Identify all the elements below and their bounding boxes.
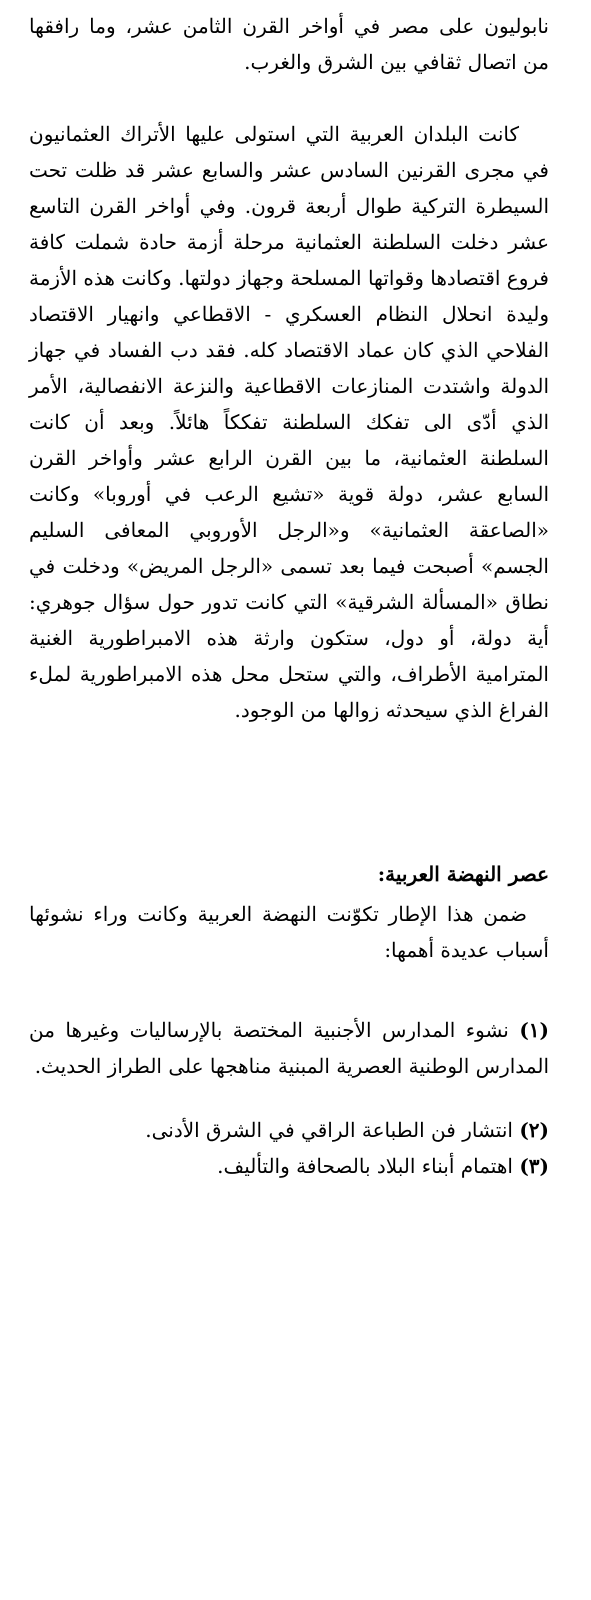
list-item-number: (١) (519, 1018, 549, 1042)
list-item (29, 1148, 549, 1184)
paragraph-ottoman-crisis: كانت البلدان العربية التي استولى عليها الأتراك العثمانيون في مجرى القرنين السادس عشر والسابع عشر قد ظلت تحت السيطرة التركية طوال أربعة قرون. وفي أواخر القرن التاسع عشر دخلت السلطنة العثمانية مرحلة أزمة حادة شملت كافة فروع اقتصادها وقواتها المسلحة وجهاز دولتها. وكانت هذه الأزمة وليدة انحلال النظام العسكري - الاقطاعي وانهيار الاقتصاد الفلاحي الذي كان عماد الاقتصاد كله. فقد دب الفساد في جهاز الدولة واشتدت المنازعات الاقطاعية والنزعة الانفصالية، الأمر الذي أدّى الى تفكك السلطنة تفككاً هائلاً. وبعد أن كانت السلطنة العثمانية، ما بين القرن الرابع عشر وأواخر القرن السابع عشر، دولة قوية «تشيع الرعب في أوروبا» وكانت «الصاعقة العثمانية» و«الرجل الأوروبي المعافى السليم الجسم» أصبحت فيما بعد تسمى «الرجل المريض» ودخلت في نطاق «المسألة الشرقية» التي كانت تدور حول سؤال جوهري: أية دولة، أو دول، ستكون وارثة هذه الامبراطورية الغنية المترامية الأطراف، والتي ستحل محل هذه الامبراطورية لملء الفراغ الذي سيحدثه زوالها من الوجود. (29, 122, 549, 722)
list-item-text: نشوء المدارس الأجنبية المختصة بالإرساليات وغيرها من المدارس الوطنية العصرية المبنية مناهجها على الطراز الحديث. (29, 1018, 549, 1078)
list-item (29, 1012, 549, 1084)
list-item-text: اهتمام أبناء البلاد بالصحافة والتأليف. (217, 1154, 513, 1178)
section-heading: عصر النهضة العربية: (377, 862, 549, 886)
list-item-number: (٢) (519, 1118, 549, 1142)
paragraph-napoleon: نابوليون على مصر في أواخر القرن الثامن عشر، وما رافقها من اتصال ثقافي بين الشرق والغرب. (29, 14, 549, 74)
paragraph-nahda-intro: ضمن هذا الإطار تكوّنت النهضة العربية وكانت وراء نشوئها أسباب عديدة أهمها: (29, 902, 549, 962)
list-item-text: انتشار فن الطباعة الراقي في الشرق الأدنى. (145, 1118, 513, 1142)
list-item-number: (٣) (519, 1154, 549, 1178)
list-item (29, 1112, 549, 1148)
